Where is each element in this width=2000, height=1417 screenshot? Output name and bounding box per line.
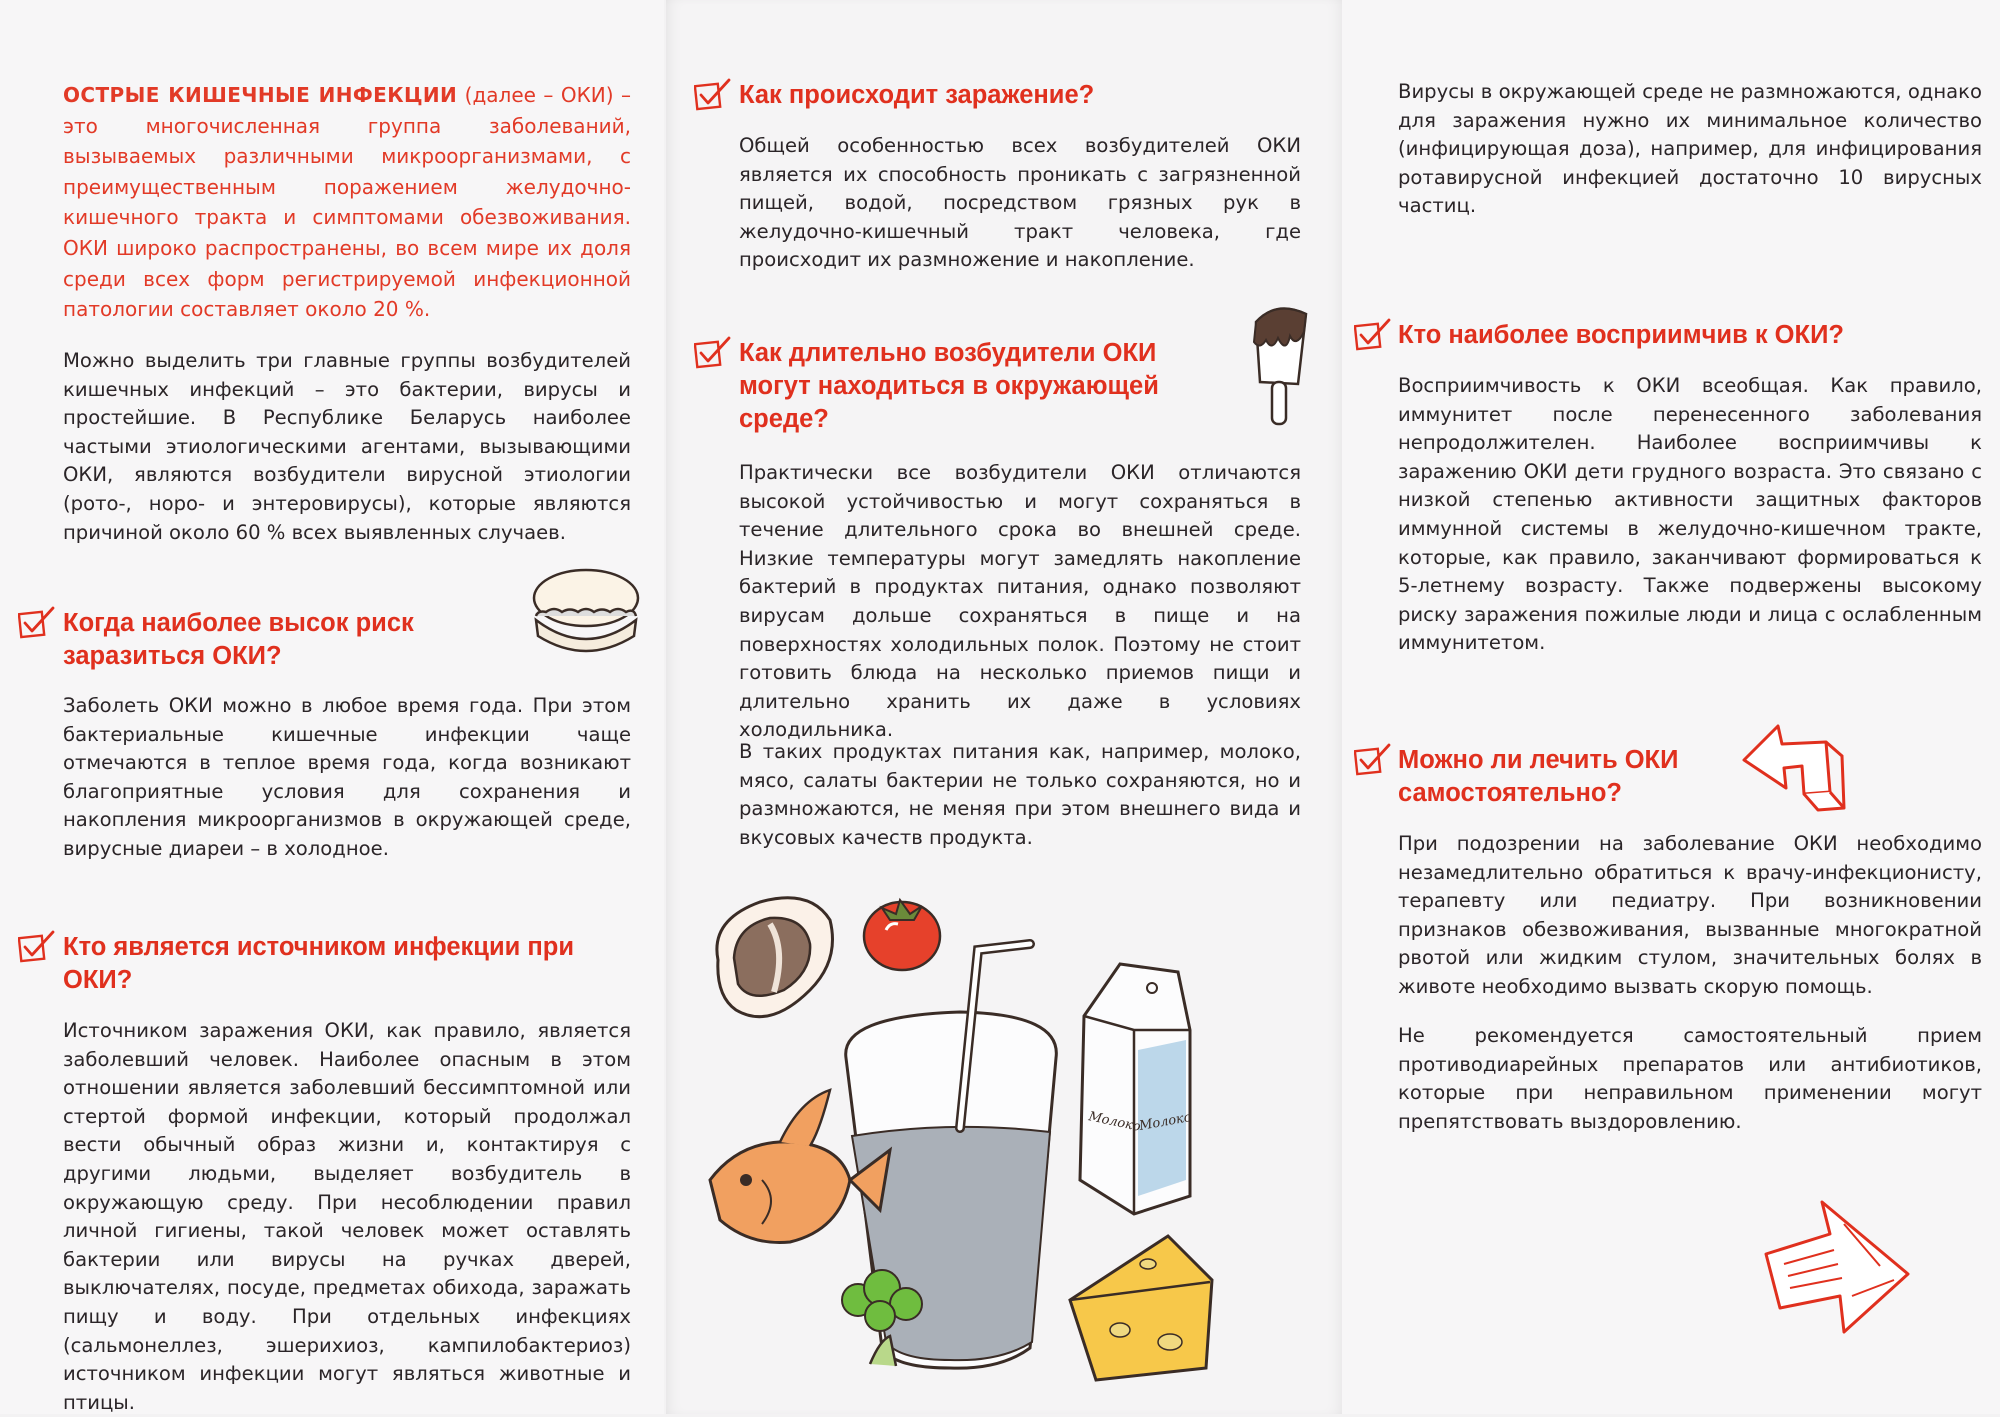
milk-carton-icon [1080, 964, 1193, 1214]
checkbox-icon [1354, 743, 1392, 777]
checkbox-icon [1354, 318, 1392, 352]
checkbox-icon [18, 606, 56, 640]
arrow-right-icon [1760, 1184, 1930, 1336]
risk-heading: Когда наиболее высок риск заразиться ОКИ? [63, 609, 414, 670]
duration-heading: Как длительно возбудители ОКИ могут находиться в окружающей среде? [739, 339, 1159, 433]
checkbox-icon [18, 930, 56, 964]
ice-cream-icon [1236, 302, 1326, 432]
tomato-icon [864, 900, 940, 970]
products-paragraph: В таких продуктах питания как, например, молоко, мясо, салаты бактерии не только сохраняются, но и размножаются, не меняя при этом внешнего вида и вкусовых качеств продукта. [739, 740, 1301, 849]
infection-heading: Как происходит заражение? [739, 81, 1095, 109]
intro-paragraph [63, 80, 631, 325]
middle-panel [666, 0, 1342, 1414]
risk-paragraph: Заболеть ОКИ можно в любое время года. При этом бактериальные кишечные инфекции чаще отмечаются в теплое время года, когда возникают благоприятные условия для сохранения и накопления микроорганизмов в окружающей среде, вирусные диареи – в холодное. [63, 694, 631, 860]
groups-paragraph: Можно выделить три главные группы возбудителей кишечных инфекций – это бактерии, вирусы и простейшие. В Республике Беларусь наиболее частыми этиологическими агентами, вызывающими ОКИ, являются возбудители вирусной этиологии (рото-, норо- и энтеровирусы), которые являются причиной около 60 % всех выявленных случаев. [63, 349, 631, 544]
infection-paragraph: Общей особенностью всех возбудителей ОКИ является их способность проникать с загрязненной пищей, водой, посредством грязных рук в желудочно-кишечный тракт человека, где происходит их размножение и накопление. [739, 134, 1301, 272]
intro-text: (далее – ОКИ) – это многочисленная группа заболеваний, вызываемых различными микроорганизмами, с преимущественным поражением желудочно-кишечного тракта и симптомами обезвоживания. ОКИ широко распространены, во всем мире их доля среди всех форм регистрируемой инфекционной патологии составляет около 20 %. [63, 83, 632, 322]
food-illustration [700, 880, 1310, 1400]
right-panel [1342, 0, 2000, 1414]
milk-label: Молоко [1087, 1109, 1142, 1135]
viruses-paragraph: Вирусы в окружающей среде не размножаются, однако для заражения нужно их минимальное количество (инфицирующая доза), например, для инфицирования ротавирусной инфекцией достаточно 10 вирусных частиц. [1398, 80, 1982, 218]
treat-heading: Можно ли лечить ОКИ самостоятельно? [1398, 746, 1679, 807]
treat-paragraph-2: Не рекомендуется самостоятельный прием противодиарейных препаратов или антибиотиков, которые при неправильном применении могут препятствовать выздоровлению. [1398, 1024, 1982, 1133]
source-paragraph: Источником заражения ОКИ, как правило, является заболевший человек. Наиболее опасным в этом отношении является заболевший бессимптомной или стертой формой инфекции, который продолжал вести обычный образ жизни и, контактируя с другими людьми, выделяет возбудитель в окружающую среду. При несоблюдении правил личной гигиены, такой человек может оставлять бактерии или вирусы на ручках дверей, выключателях, посуде, предметах обихода, заражать пищу и воду. При отдельных инфекциях (сальмонеллез, эшерихиоз, кампилобактериоз) источником инфекции могут являться животные и птицы. [63, 1019, 631, 1414]
milk-label: Молоко [1138, 1109, 1193, 1134]
cheese-icon [1070, 1236, 1212, 1380]
left-panel [0, 0, 664, 1414]
susceptible-heading: Кто наиболее восприимчив к ОКИ? [1398, 321, 1844, 349]
source-heading: Кто является источником инфекции при ОКИ? [63, 933, 575, 994]
checkbox-icon [694, 336, 732, 370]
arrow-left-icon [1738, 720, 1858, 816]
treat-paragraph-1: При подозрении на заболевание ОКИ необходимо незамедлительно обратиться к врачу-инфекционисту, терапевту или педиатру. При возникновении признаков обезвоживания, вызванные многократной рвотой или жидким стулом, значительных болях в животе необходимо вызвать скорую помощь. [1398, 832, 1982, 998]
checkbox-icon [694, 78, 732, 112]
susceptible-paragraph: Восприимчивость к ОКИ всеобщая. Как правило, иммунитет после перенесенного заболевания непродолжителен. Наиболее восприимчивы к заражению ОКИ дети грудного возраста. Это связано с низкой степенью активности защитных факторов иммунной системы в желудочно-кишечном тракте, которые, как правило, заканчивают формироваться к 5-летнему возрасту. Также подвержены высокому риску заражения пожилые люди и лица с ослабленным иммунитетом. [1398, 374, 1982, 655]
duration-paragraph: Практически все возбудители ОКИ отличаются высокой устойчивостью и могут сохраняться в течение длительного срока во внешней среде. Низкие температуры могут замедлять накопление бактерий в продуктах питания, однако позволяют вирусам дольше сохраняться в пище и на поверхностях холодильных полок. Поэтому не стоит готовить блюда на несколько приемов пищи и длительно хранить их даже в условиях холодильника. [739, 461, 1301, 742]
steak-icon [717, 898, 833, 1017]
macaron-icon [528, 566, 644, 666]
intro-title: ОСТРЫЕ КИШЕЧНЫЕ ИНФЕКЦИИ [63, 83, 458, 107]
